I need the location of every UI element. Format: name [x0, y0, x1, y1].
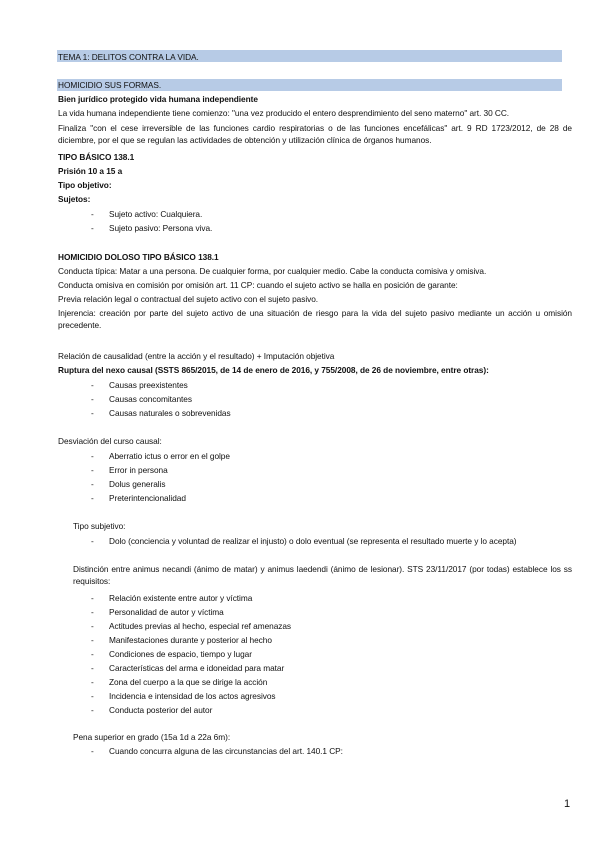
- dash: -: [91, 479, 94, 489]
- list-item: [91, 690, 94, 702]
- tipo-basico: TIPO BÁSICO 138.1: [58, 152, 135, 162]
- list-item: [91, 662, 94, 674]
- dash: -: [91, 635, 94, 645]
- pena-item: Cuando concurra alguna de las circunstancias del art. 140.1 CP:: [109, 746, 343, 756]
- requisito-item: Zona del cuerpo a la que se dirige la acción: [109, 677, 268, 687]
- injerencia: Injerencia: creación por parte del sujeto activo de una situación de riesgo para la vida del sujeto pasivo mediante un acción u omisión precedente.: [58, 308, 572, 330]
- dash: -: [91, 394, 94, 404]
- requisito-item: Relación existente entre autor y víctima: [109, 593, 253, 603]
- list-item: [91, 222, 94, 234]
- conducta-tipica: Conducta típica: Matar a una persona. De cualquier forma, por cualquier medio. Cabe la conducta comisiva y omisiva.: [58, 266, 487, 276]
- sujeto-activo: Sujeto activo: Cualquiera.: [109, 209, 203, 219]
- list-item: [91, 620, 94, 632]
- list-item: [91, 208, 94, 220]
- list-item: [91, 464, 94, 476]
- list-item: [91, 592, 94, 604]
- list-item: [91, 393, 94, 405]
- dash: -: [91, 746, 94, 756]
- list-item: [91, 676, 94, 688]
- causa-item: Causas concomitantes: [109, 394, 192, 404]
- dash: -: [91, 223, 94, 233]
- list-item: [91, 492, 94, 504]
- list-item: [91, 379, 94, 391]
- sujeto-pasivo: Sujeto pasivo: Persona viva.: [109, 223, 213, 233]
- dash: -: [91, 465, 94, 475]
- dash: -: [91, 691, 94, 701]
- previa-relacion: Previa relación legal o contractual del sujeto activo con el sujeto pasivo.: [58, 294, 319, 304]
- list-item: [91, 606, 94, 618]
- vida-comienzo: La vida humana independiente tiene comienzo: "una vez producido el entero desprendimiento del seno materno" art. 30 CC.: [58, 108, 510, 118]
- dash: -: [91, 607, 94, 617]
- subsection-title: HOMICIDIO SUS FORMAS.: [58, 80, 162, 90]
- distincion-text: Distinción entre animus necandi (ánimo de matar) y animus laedendi (ánimo de lesionar). STS 23/11/2017 (por todas) establece los ss requisitos:: [73, 564, 572, 586]
- causa-item: Causas naturales o sobrevenidas: [109, 408, 231, 418]
- tipo-objetivo: Tipo objetivo:: [58, 180, 112, 190]
- sujetos: Sujetos:: [58, 194, 91, 204]
- dash: -: [91, 451, 94, 461]
- requisito-item: Características del arma e idoneidad para matar: [109, 663, 285, 673]
- dash: -: [91, 593, 94, 603]
- requisito-item: Condiciones de espacio, tiempo y lugar: [109, 649, 252, 659]
- pena-heading: Pena superior en grado (15a 1d a 22a 6m):: [73, 732, 231, 742]
- desviacion-item: Dolus generalis: [109, 479, 166, 489]
- dash: -: [91, 677, 94, 687]
- dash: -: [91, 649, 94, 659]
- dash: -: [91, 493, 94, 503]
- dash: -: [91, 380, 94, 390]
- requisito-item: Actitudes previas al hecho, especial ref amenazas: [109, 621, 292, 631]
- section-title: TEMA 1: DELITOS CONTRA LA VIDA.: [58, 52, 199, 62]
- desviacion-item: Preterintencionalidad: [109, 493, 186, 503]
- causa-item: Causas preexistentes: [109, 380, 188, 390]
- conducta-omisiva: Conducta omisiva en comisión por omisión art. 11 CP: cuando el sujeto activo se halla en posición de garante:: [58, 280, 458, 290]
- list-item: [91, 704, 94, 716]
- ruptura-nexo: Ruptura del nexo causal (SSTS 865/2015, de 14 de enero de 2016, y 755/2008, de 26 de noviembre, entre otras):: [58, 365, 489, 375]
- dash: -: [91, 408, 94, 418]
- dash: -: [91, 663, 94, 673]
- dash: -: [91, 621, 94, 631]
- dash: -: [91, 209, 94, 219]
- desviacion-heading: Desviación del curso causal:: [58, 436, 162, 446]
- doloso-heading: HOMICIDIO DOLOSO TIPO BÁSICO 138.1: [58, 252, 219, 262]
- dash: -: [91, 536, 94, 546]
- bien-juridico: Bien jurídico protegido vida humana independiente: [58, 94, 258, 104]
- list-item: [91, 648, 94, 660]
- prision: Prisión 10 a 15 a: [58, 166, 123, 176]
- requisito-item: Incidencia e intensidad de los actos agresivos: [109, 691, 276, 701]
- requisito-item: Manifestaciones durante y posterior al hecho: [109, 635, 272, 645]
- tipo-subjetivo-heading: Tipo subjetivo:: [73, 521, 126, 531]
- list-item: [91, 634, 94, 646]
- vida-finaliza: Finaliza "con el cese irreversible de las funciones cardio respiratorias o de las funciones encefálicas" art. 9 RD 1723/2012, de 28 de diciembre, por el que se regulan las actividades de obtención y utilización clínica de órganos humanos.: [58, 123, 572, 145]
- causalidad-heading: Relación de causalidad (entre la acción y el resultado) + Imputación objetiva: [58, 351, 335, 361]
- dolo-item: Dolo (conciencia y voluntad de realizar el injusto) o dolo eventual (se representa el resultado muerte y lo acepta): [109, 536, 517, 546]
- desviacion-item: Error in persona: [109, 465, 168, 475]
- page-number: 1: [564, 798, 571, 810]
- list-item: [91, 478, 94, 490]
- requisito-item: Personalidad de autor y víctima: [109, 607, 224, 617]
- list-item: [91, 407, 94, 419]
- list-item: [91, 745, 94, 757]
- list-item: [91, 535, 94, 547]
- list-item: [91, 450, 94, 462]
- requisito-item: Conducta posterior del autor: [109, 705, 213, 715]
- desviacion-item: Aberratio ictus o error en el golpe: [109, 451, 230, 461]
- dash: -: [91, 705, 94, 715]
